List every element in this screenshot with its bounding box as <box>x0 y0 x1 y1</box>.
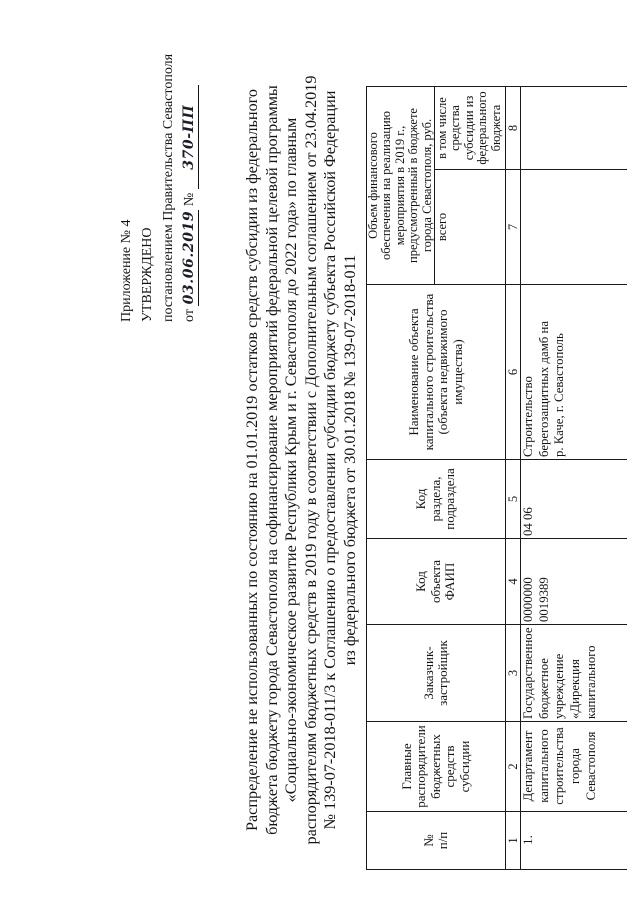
approval-date-handwritten: 03.06.2019 <box>181 210 197 305</box>
column-number: 2 <box>506 722 521 812</box>
table-row <box>521 87 627 870</box>
cell-faip-code: 0000000 0019389 <box>521 539 627 625</box>
cell-funding-total <box>521 170 627 285</box>
column-numbers-row <box>506 87 521 870</box>
column-number: 6 <box>506 285 521 460</box>
header-funding-federal: в том числе средства субсидии из федерального бюджета <box>435 87 506 170</box>
approval-date-line <box>179 54 200 322</box>
header-funding-group: Объем финансового обеспечения на реализацию мероприятия в 2019 г., предусмотренный в бюджете города Севастополя, руб. <box>367 87 435 285</box>
appendix-label: Приложение № 4 <box>119 219 134 322</box>
title-line: «Социально-экономическое развитие Республики Крым и г. Севастополя до 2022 года» по главным <box>282 117 301 803</box>
title-line: распорядителям бюджетных средств в 2019 году в соответствии с Дополнительным соглашением от 23.04.2019 <box>301 75 320 845</box>
header-section-code: Код раздела, подраздела <box>367 460 506 539</box>
title-line: из федерального бюджета от 30.01.2018 № 139-07-2018-011 <box>340 254 359 666</box>
cell-object-name: Строительство берегозащитных дамб на р. Каче, г. Севастополь <box>521 285 627 460</box>
table-header-row <box>367 87 435 870</box>
distribution-table <box>366 86 627 870</box>
approval-title: УТВЕРЖДЕНО <box>140 227 155 322</box>
header-customer-developer: Заказчик- застройщик <box>367 625 506 722</box>
cell-row-number: 1. <box>521 812 627 870</box>
column-number: 7 <box>506 170 521 285</box>
header-funding-total: всего <box>435 170 506 285</box>
cell-funding-federal <box>521 87 627 170</box>
document-title <box>243 60 361 860</box>
header-faip-code: Код объекта ФАИП <box>367 539 506 625</box>
column-number: 1 <box>506 812 521 870</box>
column-number: 3 <box>506 625 521 722</box>
header-object-name: Наименование объекта капитального строительства (объекта недвижимого имущества) <box>367 285 506 460</box>
column-number: 4 <box>506 539 521 625</box>
title-line: Распределение не использованных по состоянию на 01.01.2019 остатков средств субсидии из федерального <box>243 89 261 831</box>
column-number: 5 <box>506 460 521 539</box>
header-budget-manager: Главные распорядители бюджетных средств субсидии <box>367 722 506 812</box>
cell-section-code: 04 06 <box>521 460 627 539</box>
cell-budget-manager: Департамент капитального строительства города Севастополя <box>521 722 627 812</box>
approval-block <box>116 54 200 322</box>
approval-authority: постановлением Правительства Севастополя <box>161 53 176 322</box>
approval-date-prefix: от <box>182 309 197 322</box>
approval-number-handwritten: 370-ПП <box>181 85 199 189</box>
title-line: № 139-07-2018-011/3 к Соглашению о предоставлении субсидии бюджету субъекта Российской Федерации <box>321 90 340 830</box>
header-row-number: № п/п <box>367 812 506 870</box>
approval-number-prefix: № <box>182 192 197 207</box>
column-number: 8 <box>506 87 521 170</box>
cell-customer-developer: Государственное бюджетное учреждение «Дирекция капитального <box>521 625 627 722</box>
title-line: бюджета бюджету города Севастополя на софинансирование мероприятий федеральной целевой программы <box>262 85 281 835</box>
